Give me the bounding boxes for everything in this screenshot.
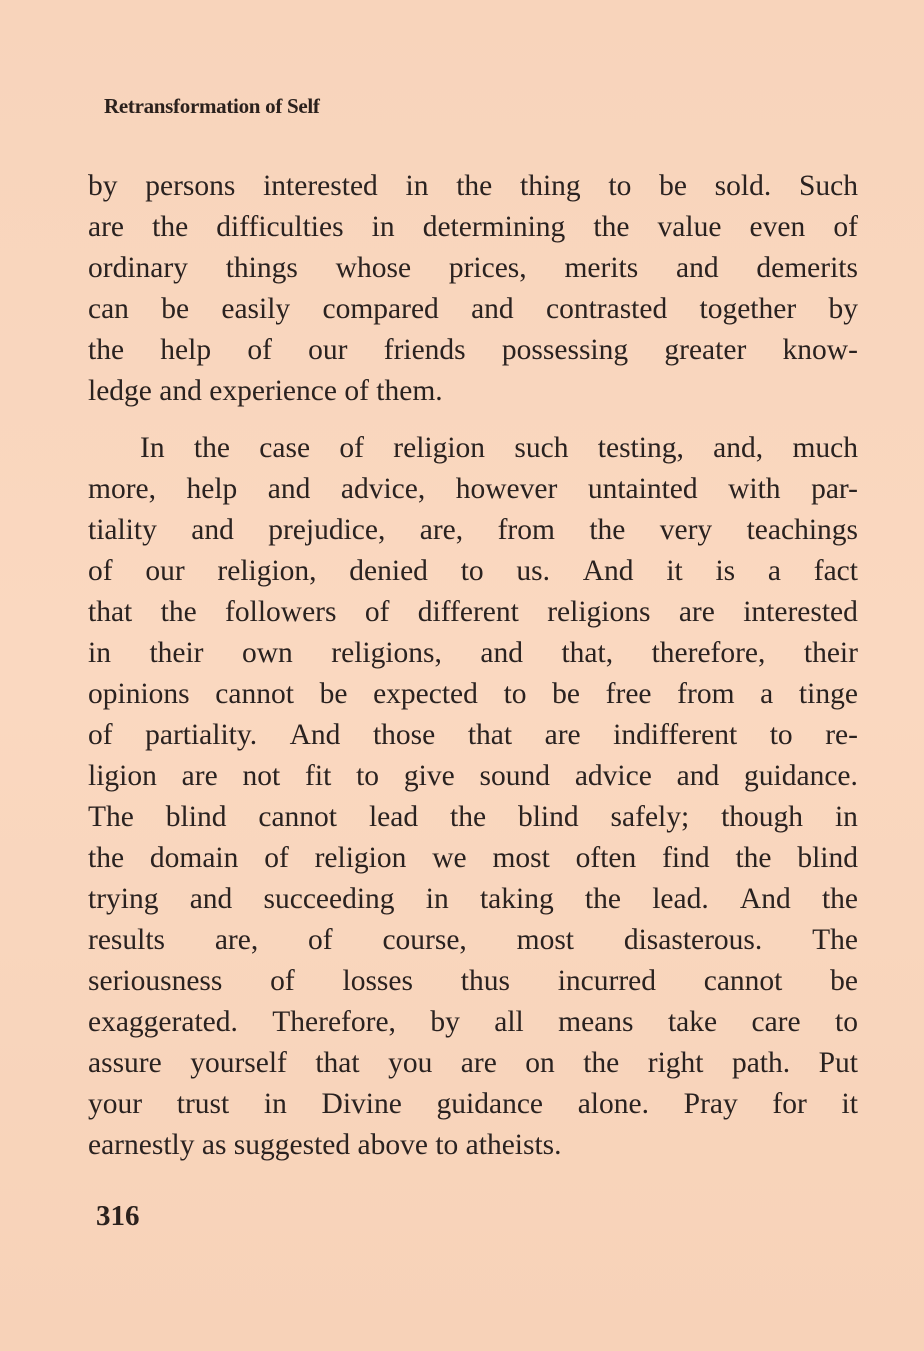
text-line: results are, of course, most disasterous. The (88, 924, 858, 956)
paragraph-2 (88, 428, 858, 1166)
text-line: trying and succeeding in taking the lead. And the (88, 883, 858, 915)
text-line: are the difficulties in determining the value even of (88, 211, 858, 243)
text-line: that the followers of different religions are interested (88, 596, 858, 628)
running-head: Retransformation of Self (104, 94, 320, 118)
text-line: can be easily compared and contrasted together by (88, 293, 858, 325)
paragraph-gap (88, 412, 858, 428)
text-line: exaggerated. Therefore, by all means take care to (88, 1006, 858, 1038)
text-line: seriousness of losses thus incurred cannot be (88, 965, 858, 997)
text-line: opinions cannot be expected to be free from a tinge (88, 678, 858, 710)
text-line: The blind cannot lead the blind safely; though in (88, 801, 858, 833)
text-line: more, help and advice, however untainted with par- (88, 473, 858, 505)
text-line: in their own religions, and that, therefore, their (88, 637, 858, 669)
paragraph-1 (88, 166, 858, 412)
body-text (88, 166, 858, 1166)
page-number: 316 (96, 1200, 140, 1232)
text-line: In the case of religion such testing, and, much (140, 432, 858, 464)
text-line: of partiality. And those that are indifferent to re- (88, 719, 858, 751)
text-line: the domain of religion we most often find the blind (88, 842, 858, 874)
text-line: by persons interested in the thing to be sold. Such (88, 170, 858, 202)
text-line: your trust in Divine guidance alone. Pray for it (88, 1088, 858, 1120)
text-line: the help of our friends possessing greater know- (88, 334, 858, 366)
text-line: ledge and experience of them. (88, 375, 443, 407)
text-line: ordinary things whose prices, merits and demerits (88, 252, 858, 284)
text-line: assure yourself that you are on the right path. Put (88, 1047, 858, 1079)
text-line: earnestly as suggested above to atheists. (88, 1129, 562, 1161)
text-line: ligion are not fit to give sound advice and guidance. (88, 760, 858, 792)
text-line: of our religion, denied to us. And it is a fact (88, 555, 858, 587)
text-line: tiality and prejudice, are, from the very teachings (88, 514, 858, 546)
